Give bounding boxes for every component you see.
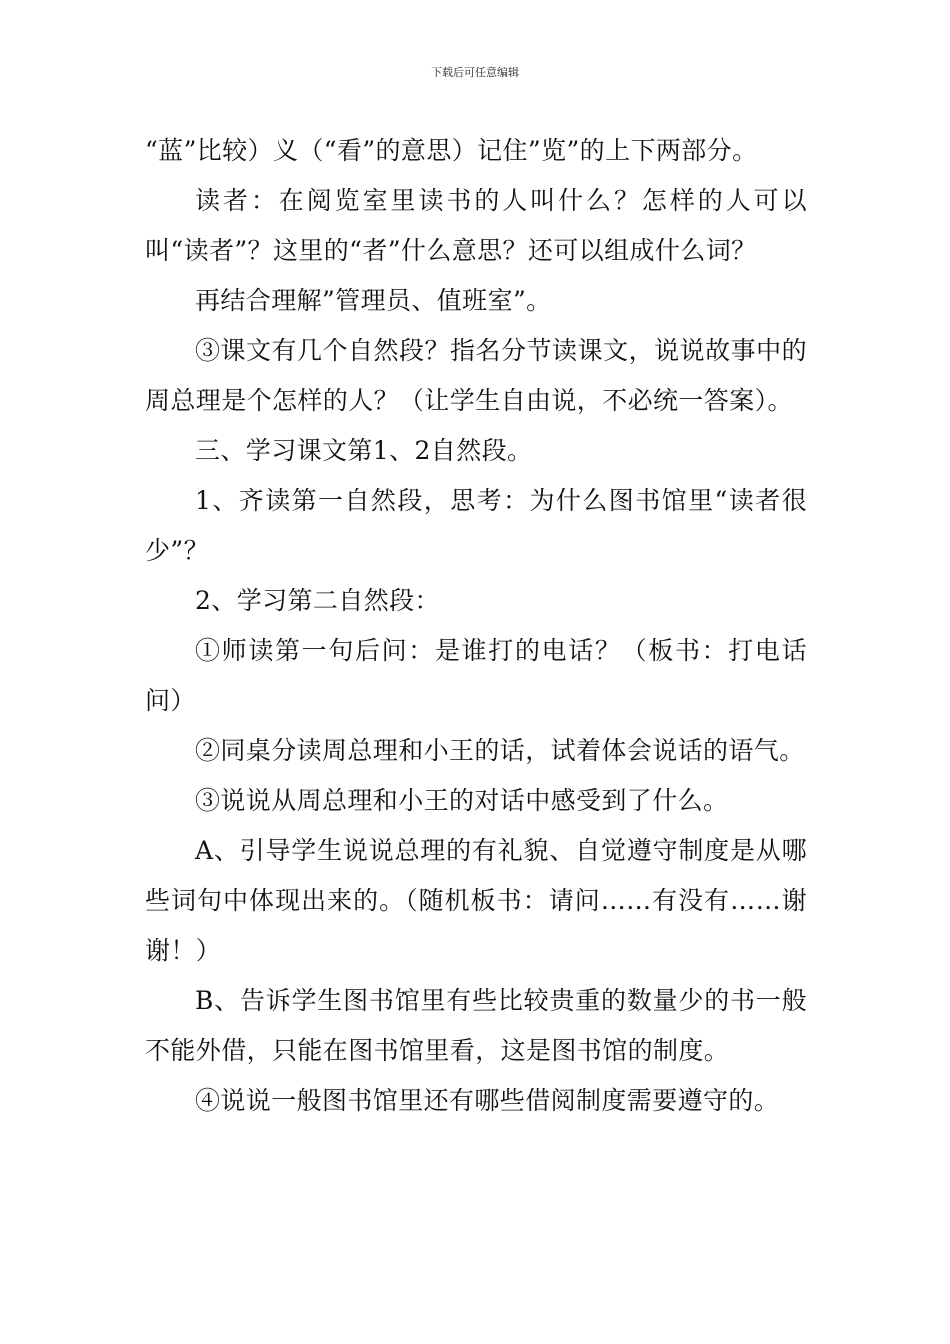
- paragraph-1: “蓝”比较）义（“看”的意思）记住”览”的上下两部分。: [145, 136, 758, 165]
- paragraph-10: ③说说从周总理和小王的对话中感受到了什么。: [195, 786, 729, 815]
- paragraph-2: 读者：在阅览室里读书的人叫什么？怎样的人可以叫“读者”？这里的“者”什么意思？还可以组成什么词？: [145, 186, 807, 265]
- paragraph-3: 再结合理解”管理员、值班室”。: [195, 286, 552, 315]
- paragraph-11: A、引导学生说说总理的有礼貌、自觉遵守制度是从哪些词句中体现出来的。（随机板书：请问……有没有……谢谢！）: [145, 836, 807, 965]
- page-header: 下载后可任意编辑: [431, 66, 519, 79]
- paragraph-4: ③课文有几个自然段？指名分节读课文，说说故事中的周总理是个怎样的人？（让学生自由说，不必统一答案）。: [145, 336, 807, 415]
- body-text: [145, 126, 807, 1126]
- paragraph-5: 三、学习课文第1、2自然段。: [195, 436, 533, 465]
- paragraph-13: ④说说一般图书馆里还有哪些借阅制度需要遵守的。: [195, 1086, 780, 1115]
- paragraph-9: ②同桌分读周总理和小王的话，试着体会说话的语气。: [195, 736, 805, 765]
- paragraph-7: 2、学习第二自然段：: [195, 586, 440, 615]
- paragraph-12: B、告诉学生图书馆里有些比较贵重的数量少的书一般不能外借，只能在图书馆里看，这是图书馆的制度。: [145, 986, 807, 1065]
- paragraph-6: 1、齐读第一自然段，思考：为什么图书馆里“读者很少”？: [145, 486, 807, 565]
- paragraph-8: ①师读第一句后问：是谁打的电话？（板书：打电话问）: [145, 636, 807, 715]
